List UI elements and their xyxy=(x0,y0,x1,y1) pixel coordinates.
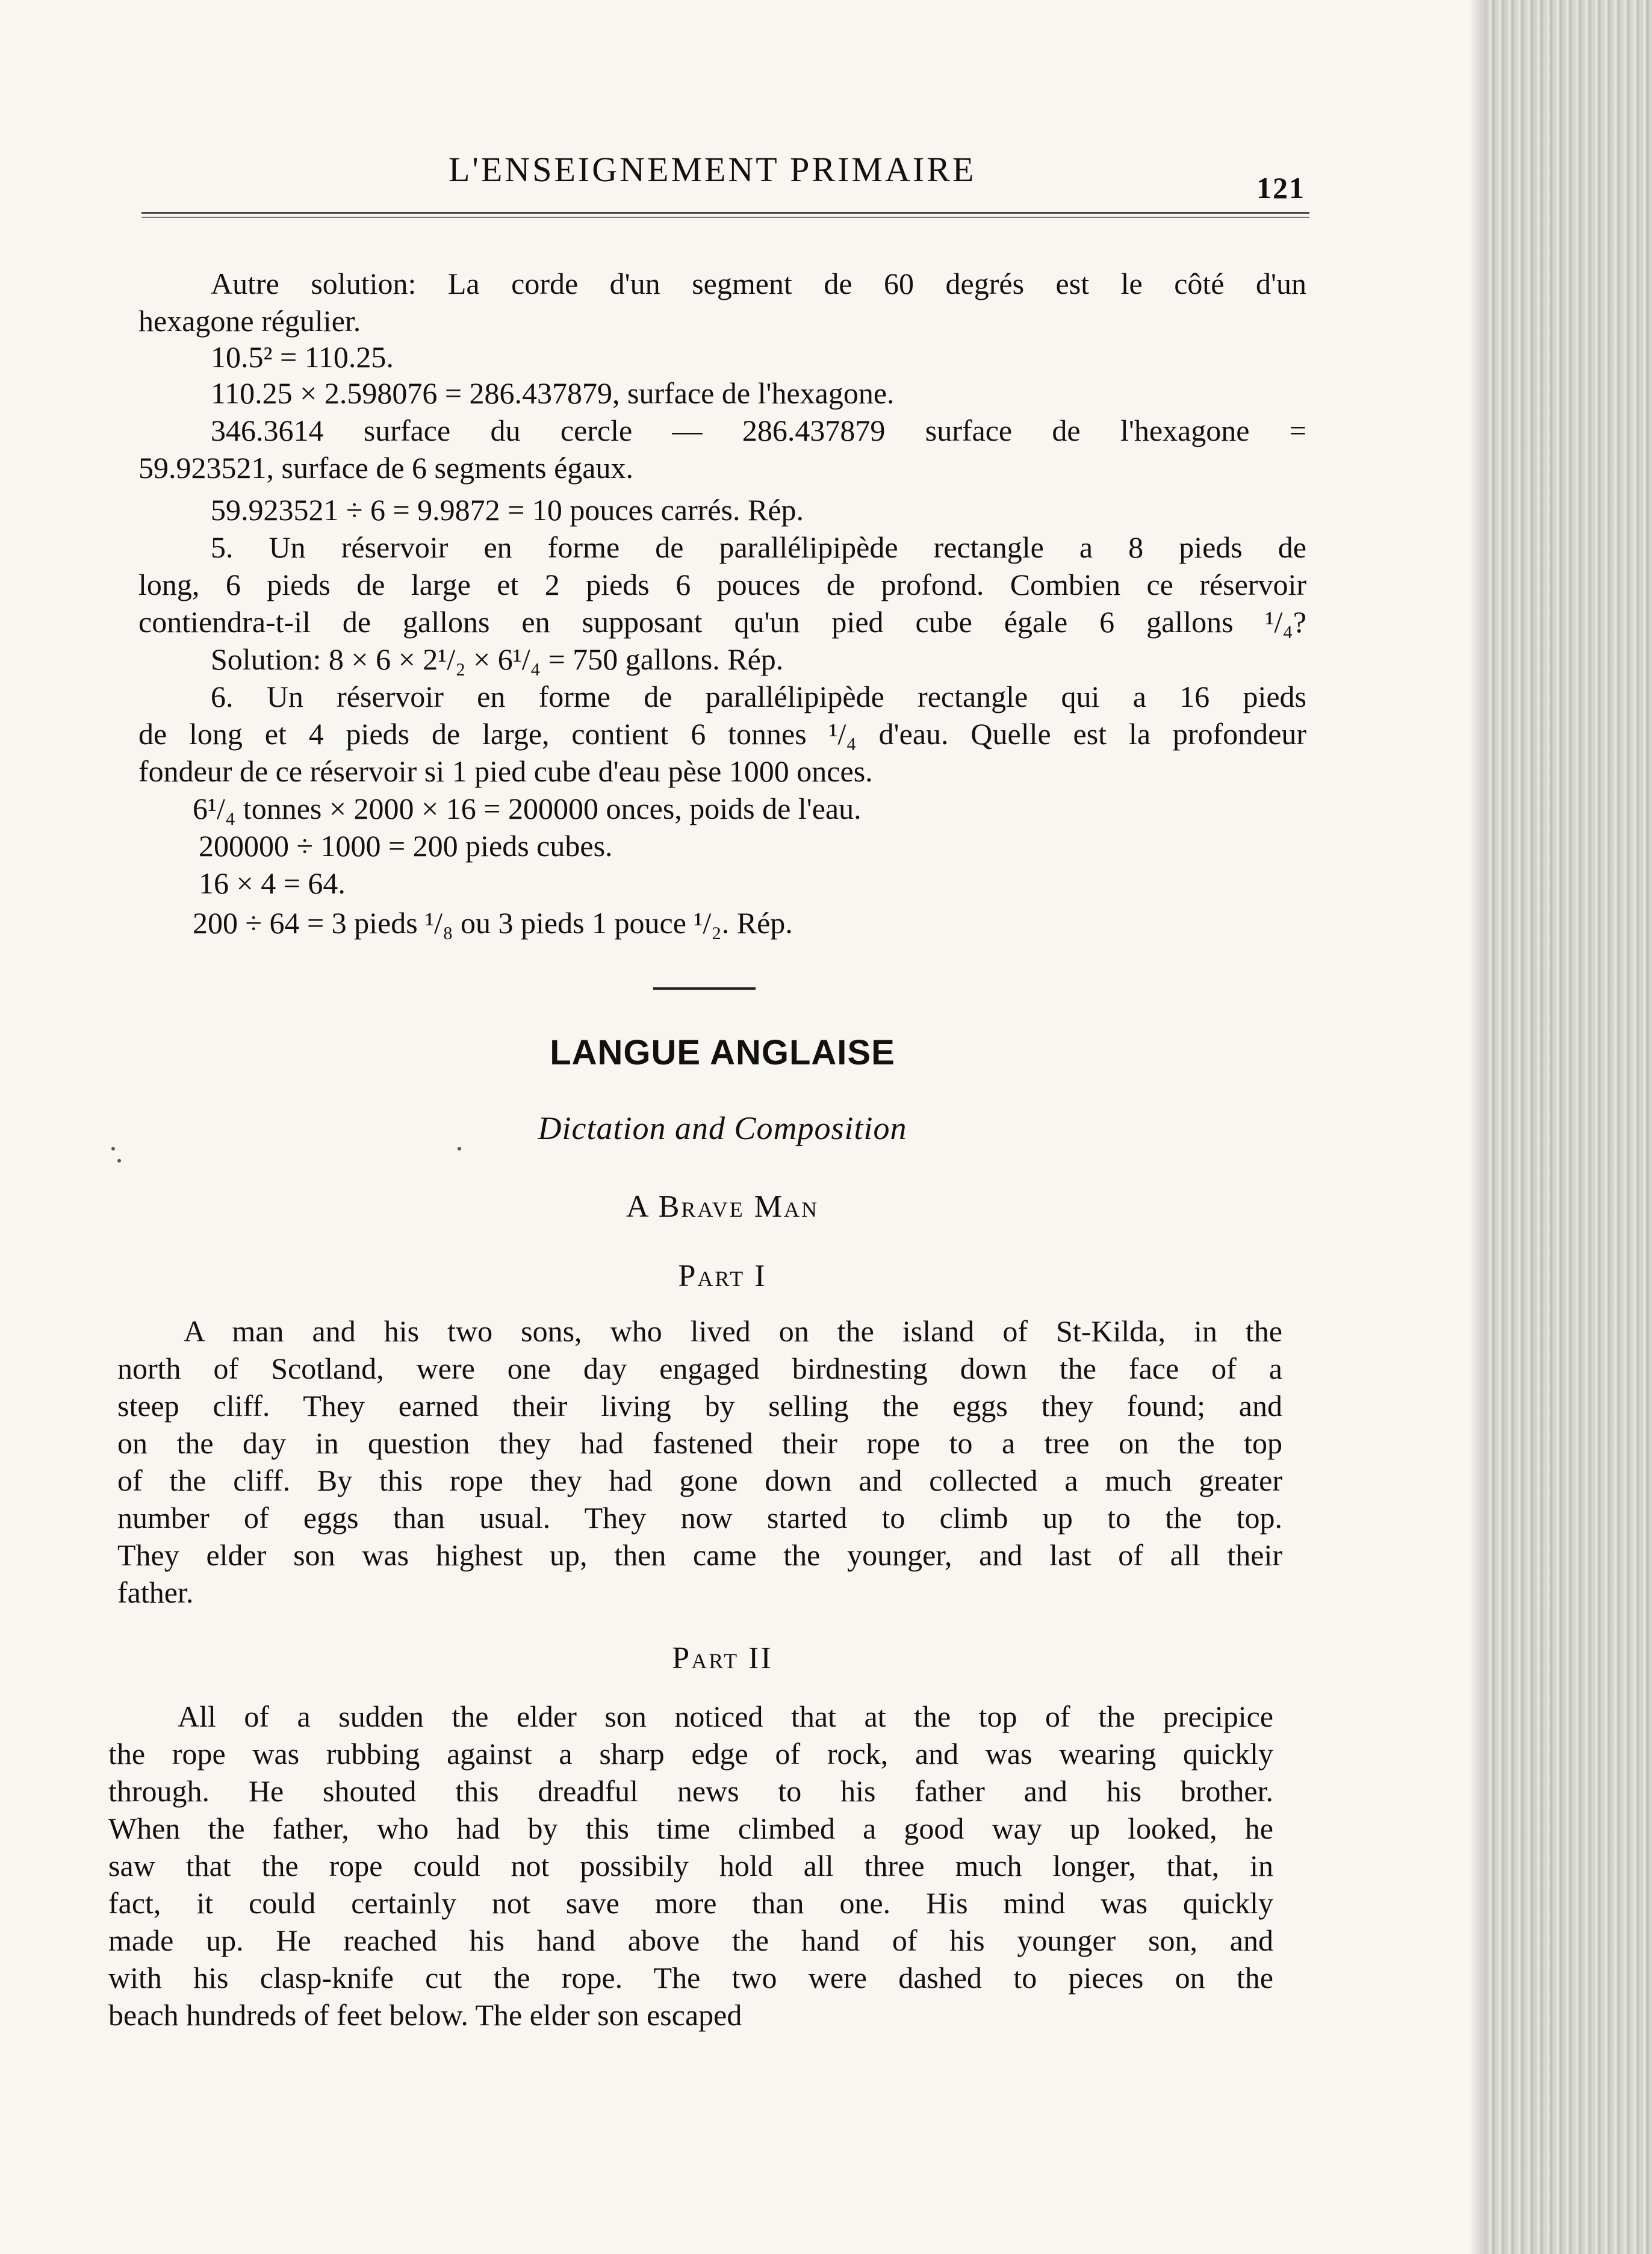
math-line: Autre solution: La corde d'un segment de 60 degrés est le côté d'un xyxy=(211,267,1306,300)
math-line: 110.25 × 2.598076 = 286.437879, surface de l'hexagone. xyxy=(211,376,895,410)
part1-line: father. xyxy=(117,1576,194,1609)
math-line: long, 6 pieds de large et 2 pieds 6 pouces de profond. Combien ce réservoir xyxy=(138,568,1306,601)
page-edge xyxy=(1487,0,1652,2254)
math-line: fondeur de ce réservoir si 1 pied cube d'eau pèse 1000 onces. xyxy=(138,754,873,788)
math-line: 200000 ÷ 1000 = 200 pieds cubes. xyxy=(199,829,613,863)
part1-line: A man and his two sons, who lived on the island of St-Kilda, in the xyxy=(184,1314,1282,1348)
page-number: 121 xyxy=(1256,171,1305,205)
part2-line: with his clasp-knife cut the rope. The two were dashed to pieces on the xyxy=(108,1961,1273,1995)
part1-line: number of eggs than usual. They now started to climb up to the top. xyxy=(117,1501,1282,1535)
scan-speck xyxy=(111,1147,115,1150)
part1-line: on the day in question they had fastened their rope to a tree on the top xyxy=(117,1426,1282,1460)
math-line: Solution: 8 × 6 × 2¹/₂ × 6¹/₄ = 750 gallons. Rép. xyxy=(211,642,784,676)
part1-line: north of Scotland, were one day engaged birdnesting down the face of a xyxy=(117,1352,1282,1385)
section-subtitle: Dictation and Composition xyxy=(538,1110,907,1146)
scan-speck xyxy=(458,1147,461,1150)
part2-line: through. He shouted this dreadful news to his father and his brother. xyxy=(108,1774,1273,1808)
math-line: 10.5² = 110.25. xyxy=(211,340,394,374)
math-line: 346.3614 surface du cercle — 286.437879 surface de l'hexagone = xyxy=(211,414,1306,447)
math-line: contiendra-t-il de gallons en supposant qu'un pied cube égale 6 gallons ¹/₄? xyxy=(138,605,1306,639)
part2-line: saw that the rope could not possibily hold all three much longer, that, in xyxy=(108,1849,1273,1883)
part1-line: of the cliff. By this rope they had gone down and collected a much greater xyxy=(117,1464,1282,1497)
scan-speck xyxy=(117,1159,121,1163)
math-line: 6. Un réservoir en forme de parallélipipède rectangle qui a 16 pieds xyxy=(211,680,1306,713)
story-title: A Brave Man xyxy=(626,1190,819,1224)
section-divider xyxy=(653,987,756,990)
part2-line: beach hundreds of feet below. The elder son escaped xyxy=(108,1998,742,2032)
part2-line: the rope was rubbing against a sharp edge of rock, and was wearing quickly xyxy=(108,1737,1273,1771)
section-title: LANGUE ANGLAISE xyxy=(550,1033,895,1072)
math-line: 59.923521, surface de 6 segments égaux. xyxy=(138,451,633,485)
part2-heading: Part II xyxy=(672,1641,773,1675)
math-line: de long et 4 pieds de large, contient 6 tonnes ¹/₄ d'eau. Quelle est la profondeur xyxy=(138,717,1306,751)
part2-line: fact, it could certainly not save more than one. His mind was quickly xyxy=(108,1886,1273,1920)
part1-heading: Part I xyxy=(678,1259,767,1293)
running-head: L'ENSEIGNEMENT PRIMAIRE xyxy=(449,150,977,189)
math-line: 200 ÷ 64 = 3 pieds ¹/₈ ou 3 pieds 1 pouce ¹/₂. Rép. xyxy=(193,906,793,940)
part1-line: steep cliff. They earned their living by selling the eggs they found; and xyxy=(117,1389,1282,1423)
header-rule xyxy=(141,212,1309,218)
part2-line: All of a sudden the elder son noticed that at the top of the precipice xyxy=(178,1700,1273,1733)
part2-line: made up. He reached his hand above the hand of his younger son, and xyxy=(108,1923,1273,1957)
math-line: 5. Un réservoir en forme de parallélipipède rectangle a 8 pieds de xyxy=(211,530,1306,564)
math-line: hexagone régulier. xyxy=(138,304,361,338)
math-line: 16 × 4 = 64. xyxy=(199,866,346,900)
math-line: 6¹/₄ tonnes × 2000 × 16 = 200000 onces, poids de l'eau. xyxy=(193,792,862,825)
part1-line: They elder son was highest up, then came the younger, and last of all their xyxy=(117,1538,1282,1572)
math-line: 59.923521 ÷ 6 = 9.9872 = 10 pouces carrés. Rép. xyxy=(211,493,804,527)
part2-line: When the father, who had by this time climbed a good way up looked, he xyxy=(108,1812,1273,1845)
